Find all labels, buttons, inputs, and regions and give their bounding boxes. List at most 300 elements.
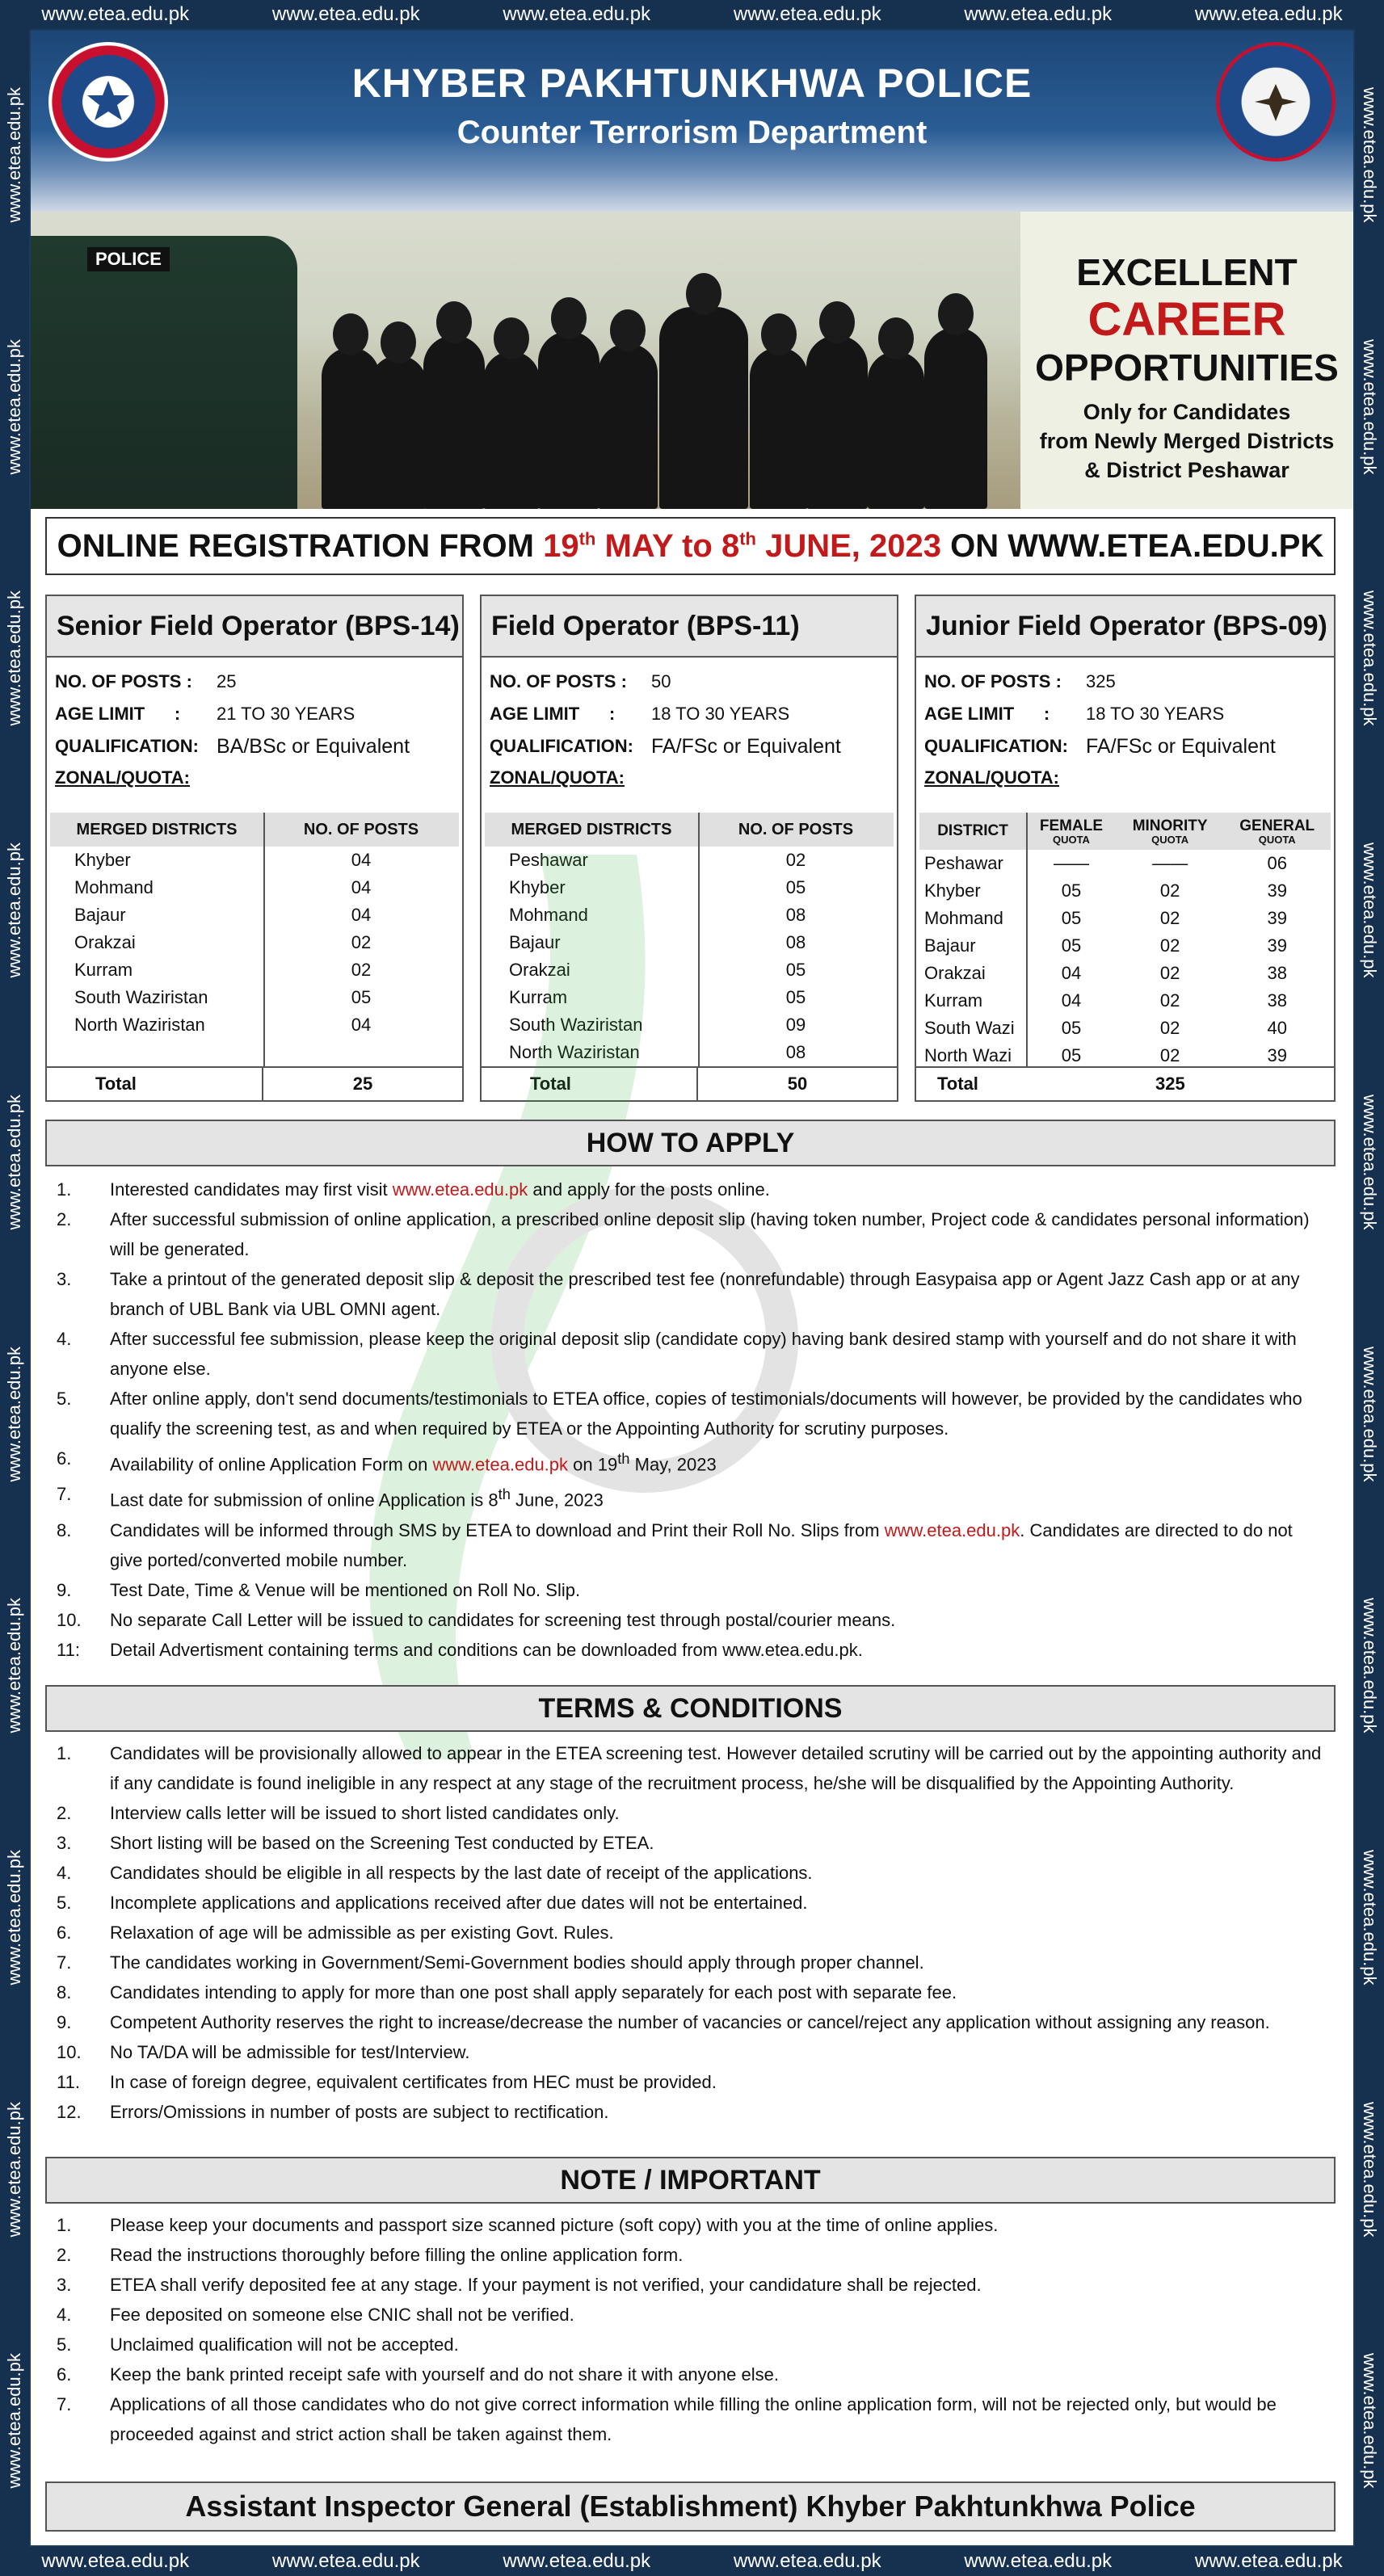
posts-value: 325 [1086, 671, 1116, 691]
registration-dates [45, 517, 1336, 575]
zonal-quota-label: ZONAL/QUOTA: [490, 767, 625, 788]
list-item-text [110, 1635, 1336, 1665]
list-item [45, 1479, 1336, 1515]
list-item-number: 11. [57, 2072, 80, 2092]
district-cell: North Waziristan [74, 1015, 205, 1035]
text-segment: June, 2023 [510, 1490, 604, 1511]
table-row [50, 901, 459, 929]
list-item-text [110, 1384, 1336, 1443]
advertisement-page [31, 31, 1353, 2545]
text-segment: Last date for submission of online Application is 8 [110, 1490, 498, 1511]
list-item-number: 2. [57, 1209, 72, 1229]
terms-list [45, 1738, 1336, 2127]
watermark-text: www.etea.edu.pk [4, 1094, 24, 1230]
table-row [50, 874, 459, 901]
qualification-value: FA/FSc or Equivalent [651, 734, 841, 758]
district-cell: South Waziristan [509, 1015, 643, 1035]
list-item-text [110, 1888, 1336, 1918]
posts-cell: 08 [785, 905, 806, 925]
eagle-icon [1251, 78, 1300, 126]
table-row [50, 984, 459, 1011]
general-quota-cell: 39 [1267, 1045, 1287, 1065]
table-row [485, 929, 894, 956]
list-item-text [110, 1515, 1336, 1575]
total-value: 25 [352, 1074, 373, 1094]
text-segment: Errors/Omissions in number of posts are subject to rectification. [110, 2102, 609, 2122]
post-title: Senior Field Operator (BPS-14) [47, 596, 462, 658]
text-segment: Incomplete applications and applications received after due dates will not be entertained. [110, 1893, 808, 1913]
list-item-number: 5. [57, 2334, 72, 2355]
list-item-number: 6. [57, 2364, 72, 2385]
etea-link: www.etea.edu.pk [432, 1454, 569, 1475]
frame-left-watermark [0, 29, 29, 2547]
post-info [916, 658, 1334, 788]
list-item-number: 1. [57, 2215, 72, 2235]
table-row [485, 1039, 894, 1066]
column-header: MINORITY QUOTA [1117, 813, 1224, 850]
qualification-label: QUALIFICATION: [490, 736, 634, 756]
column-header: GENERAL QUOTA [1223, 813, 1331, 850]
list-item [45, 2389, 1336, 2449]
list-item [45, 1605, 1336, 1635]
watermark-text: www.etea.edu.pk [1360, 87, 1380, 223]
general-quota-cell: 38 [1267, 963, 1287, 983]
list-item-number: 3. [57, 1269, 72, 1289]
note-list [45, 2210, 1336, 2449]
text-segment: Please keep your documents and passport size scanned picture (soft copy) with you at the time of online applies. [110, 2215, 999, 2235]
column-header: DISTRICT [919, 813, 1026, 850]
note-heading: NOTE / IMPORTANT [45, 2157, 1336, 2204]
list-item [45, 2330, 1336, 2360]
district-cell: Mohmand [74, 877, 154, 897]
text-segment: Interested candidates may first visit [110, 1179, 393, 1200]
list-item [45, 2067, 1336, 2097]
district-cell: North Wazi [924, 1045, 1012, 1065]
watermark-text: www.etea.edu.pk [733, 3, 881, 25]
list-item-number: 9. [57, 1579, 72, 1600]
eligibility-line: from Newly Merged Districts [1039, 429, 1335, 453]
text-segment: Relaxation of age will be admissible as per existing Govt. Rules. [110, 1923, 614, 1943]
list-item [45, 1977, 1336, 2007]
list-item-text [110, 1443, 1336, 1479]
text-segment: Candidates will be informed through SMS by ETEA to download and Print their Roll No. Slips from [110, 1519, 885, 1540]
text-segment: ETEA shall verify deposited fee at any stage. If your payment is not verified, your candidature shall be rejected. [110, 2275, 982, 2295]
list-item-number: 4. [57, 1329, 72, 1349]
list-item [45, 1175, 1336, 1204]
total-row [916, 1066, 1334, 1100]
list-item [45, 2240, 1336, 2270]
list-item-number: 1. [57, 1743, 72, 1763]
female-quota-cell: 05 [1061, 935, 1082, 956]
list-item-text [110, 1175, 1336, 1204]
posts-cell: 02 [351, 932, 372, 952]
text-segment: . Candidates are directed to do not give ported/converted mobile number. [110, 1519, 1293, 1570]
officer-figure [370, 355, 427, 509]
list-item-text [110, 2007, 1336, 2037]
watermark-text: www.etea.edu.pk [1360, 843, 1380, 978]
list-item-text [110, 1738, 1336, 1798]
watermark-text: www.etea.edu.pk [964, 3, 1113, 25]
general-quota-cell: 38 [1267, 990, 1287, 1011]
watermark-text: www.etea.edu.pk [964, 2550, 1113, 2572]
list-item-text [110, 2240, 1336, 2270]
female-quota-cell: —— [1053, 853, 1089, 873]
total-label: Total [47, 1068, 263, 1100]
column-header: FEMALE QUOTA [1026, 813, 1117, 850]
district-cell: South Wazi [924, 1018, 1015, 1038]
officer-figure [538, 331, 599, 509]
female-quota-cell: 05 [1061, 1018, 1082, 1038]
table-row [919, 987, 1331, 1015]
text-segment: Detail Advertisment containing terms and conditions can be downloaded from www.etea.edu.pk. [110, 1639, 863, 1660]
female-quota-cell: 05 [1061, 880, 1082, 901]
police-vehicle [31, 236, 297, 509]
quota-table [919, 813, 1331, 1069]
ordinal-suffix: th [617, 1450, 630, 1467]
post-junior-field-operator [915, 595, 1336, 1102]
list-item-text [110, 2300, 1336, 2330]
list-item-text [110, 1798, 1336, 1828]
list-item [45, 2300, 1336, 2330]
posts-cell: 08 [785, 932, 806, 952]
table-row [50, 1011, 459, 1039]
watermark-text: www.etea.edu.pk [1360, 2101, 1380, 2238]
district-cell: Kurram [924, 990, 983, 1011]
posts-label: NO. OF POSTS : [490, 671, 627, 691]
terms-heading: TERMS & CONDITIONS [45, 1685, 1336, 1732]
list-item [45, 1443, 1336, 1479]
female-quota-cell: 05 [1061, 908, 1082, 928]
posts-cell: 04 [351, 1015, 372, 1035]
list-item-number: 6. [57, 1448, 72, 1469]
district-cell: Khyber [74, 850, 131, 870]
list-item [45, 1515, 1336, 1575]
list-item [45, 1384, 1336, 1443]
list-item-text [110, 1948, 1336, 1977]
posts-cell: 04 [351, 877, 372, 897]
post-field-operator [480, 595, 898, 1102]
list-item-text [110, 2037, 1336, 2067]
table-row [50, 956, 459, 984]
column-header: MERGED DISTRICTS [485, 813, 698, 847]
list-item-number: 3. [57, 1833, 72, 1853]
list-item [45, 1264, 1336, 1324]
watermark-text: www.etea.edu.pk [271, 3, 420, 25]
list-item-number: 6. [57, 1923, 72, 1943]
text-segment: In case of foreign degree, equivalent certificates from HEC must be provided. [110, 2072, 717, 2092]
posts-cell: 05 [785, 960, 806, 980]
district-cell: North Waziristan [509, 1042, 640, 1062]
general-quota-cell: 06 [1267, 853, 1287, 873]
header [31, 31, 1353, 212]
text-segment: Unclaimed qualification will not be accepted. [110, 2334, 459, 2355]
header-title: KHYBER PAKHTUNKHWA POLICE [351, 61, 1033, 106]
posts-cell: 04 [351, 905, 372, 925]
district-cell: Khyber [509, 877, 566, 897]
district-cell: Peshawar [509, 850, 588, 870]
age-label: AGE LIMIT : [490, 704, 616, 724]
list-item-number: 4. [57, 1863, 72, 1883]
table-row [50, 847, 459, 874]
zonal-quota-label: ZONAL/QUOTA: [924, 767, 1060, 788]
minority-quota-cell: 02 [1159, 935, 1180, 956]
list-item [45, 2360, 1336, 2389]
watermark-text: www.etea.edu.pk [4, 1346, 24, 1482]
list-item [45, 2097, 1336, 2127]
list-item-number: 2. [57, 1803, 72, 1823]
table-row [919, 905, 1331, 932]
text-segment: After successful fee submission, please keep the original deposit slip (candidate copy) having bank desired stamp with yourself and do not share it with anyone else. [110, 1329, 1297, 1379]
post-title: Field Operator (BPS-11) [482, 596, 897, 658]
table-divider [263, 813, 265, 1068]
list-item-number: 10. [57, 1609, 82, 1630]
watermark-text: www.etea.edu.pk [1194, 2550, 1343, 2572]
list-item-number: 7. [57, 1952, 72, 1973]
age-value: 18 TO 30 YEARS [651, 704, 790, 724]
list-item-text [110, 2330, 1336, 2360]
text-segment: on 19 [568, 1454, 618, 1475]
list-item [45, 1918, 1336, 1948]
posts-cell: 05 [351, 987, 372, 1007]
etea-link: www.etea.edu.pk [884, 1519, 1020, 1540]
list-item-number: 5. [57, 1389, 72, 1409]
list-item-text [110, 1918, 1336, 1948]
table-row [485, 1011, 894, 1039]
total-value: 50 [787, 1074, 808, 1094]
watermark-text: www.etea.edu.pk [1360, 1849, 1380, 1986]
district-cell: Orakzai [74, 932, 136, 952]
list-item [45, 2037, 1336, 2067]
officer-figure [806, 335, 868, 509]
table-row [485, 956, 894, 984]
frame-right-watermark [1355, 29, 1384, 2547]
text-segment: The candidates working in Government/Semi-Government bodies should apply through proper channel. [110, 1952, 924, 1973]
total-label: Total [937, 1074, 978, 1094]
female-quota-cell: 04 [1061, 990, 1082, 1011]
watermark-text: www.etea.edu.pk [503, 2550, 651, 2572]
post-info [47, 658, 462, 788]
watermark-text: www.etea.edu.pk [1194, 3, 1343, 25]
how-to-apply-list [45, 1175, 1336, 1665]
list-item-number: 8. [57, 1519, 72, 1540]
text-segment: Candidates intending to apply for more than one post shall apply separately for each post with separate fee. [110, 1982, 957, 2002]
district-cell: Peshawar [924, 853, 1003, 873]
general-quota-cell: 39 [1267, 935, 1287, 956]
total-label: Total [482, 1068, 698, 1100]
general-quota-cell: 40 [1267, 1018, 1287, 1038]
watermark-text: www.etea.edu.pk [1360, 1598, 1380, 1733]
watermark-text: www.etea.edu.pk [41, 2550, 190, 2572]
list-item [45, 1798, 1336, 1828]
total-row [482, 1066, 897, 1100]
text-segment: No TA/DA will be admissible for test/Interview. [110, 2042, 470, 2062]
list-item-number: 7. [57, 1484, 72, 1505]
female-quota-cell: 05 [1061, 1045, 1082, 1065]
ctd-logo [1216, 42, 1336, 162]
table-row [485, 847, 894, 874]
list-item-number: 1. [57, 1179, 72, 1200]
text-segment: May, 2023 [629, 1454, 717, 1475]
district-cell: Kurram [74, 960, 133, 980]
district-cell: Orakzai [924, 963, 986, 983]
ordinal-suffix: th [498, 1486, 511, 1503]
posts-cell: 02 [785, 850, 806, 870]
posts-cell: 05 [785, 877, 806, 897]
list-item-number: 11: [57, 1639, 80, 1660]
table-row [485, 984, 894, 1011]
list-item-text [110, 2067, 1336, 2097]
text-segment: Availability of online Application Form on [110, 1454, 433, 1475]
list-item-number: 3. [57, 2275, 72, 2295]
list-item-text [110, 1479, 1336, 1515]
text-segment: Competent Authority reserves the right to increase/decrease the number of vacancies or cancel/reject any application without assigning any reason. [110, 2012, 1270, 2032]
footer-authority: Assistant Inspector General (Establishment) Khyber Pakhtunkhwa Police [45, 2481, 1336, 2532]
posts-cell: 05 [785, 987, 806, 1007]
qualification-value: BA/BSc or Equivalent [217, 734, 410, 758]
officer-figure [423, 335, 485, 509]
watermark-text: www.etea.edu.pk [4, 843, 24, 978]
district-cell: Orakzai [509, 960, 570, 980]
list-item-number: 9. [57, 2012, 72, 2032]
qualification-label: QUALIFICATION: [924, 736, 1069, 756]
list-item-text [110, 2097, 1336, 2127]
registration-from-date: 19th MAY to 8th JUNE, 2023 [543, 527, 942, 564]
district-cell: Kurram [509, 987, 568, 1007]
list-item [45, 1858, 1336, 1888]
table-divider [1026, 813, 1028, 1068]
watermark-text: www.etea.edu.pk [1360, 590, 1380, 726]
age-label: AGE LIMIT : [55, 704, 181, 724]
list-item [45, 2007, 1336, 2037]
list-item [45, 1948, 1336, 1977]
minority-quota-cell: 02 [1159, 880, 1180, 901]
watermark-text: www.etea.edu.pk [271, 2550, 420, 2572]
list-item [45, 1575, 1336, 1605]
watermark-text: www.etea.edu.pk [4, 590, 24, 726]
post-title: Junior Field Operator (BPS-09) [916, 596, 1334, 658]
quota-table [485, 813, 894, 1066]
watermark-text: www.etea.edu.pk [4, 2353, 24, 2489]
list-item-number: 8. [57, 1982, 72, 2002]
officer-figure [868, 351, 924, 509]
list-item-text [110, 1977, 1336, 2007]
list-item-number: 5. [57, 1893, 72, 1913]
list-item [45, 1204, 1336, 1264]
table-divider [698, 813, 700, 1068]
watermark-text: www.etea.edu.pk [4, 1598, 24, 1733]
list-item [45, 1635, 1336, 1665]
posts-cell: 04 [351, 850, 372, 870]
list-item [45, 2210, 1336, 2240]
list-item-text [110, 2360, 1336, 2389]
career-line-excellent: EXCELLENT [1076, 251, 1298, 293]
text-segment: After online apply, don't send documents/testimonials to ETEA office, copies of testimonials/documents will however, be provided by the candidates who qualify the screening test, as and when required by ETEA or the Appointing Authority for scrutiny purposes. [110, 1389, 1302, 1439]
age-label: AGE LIMIT : [924, 704, 1050, 724]
text-segment: After successful submission of online application, a prescribed online deposit slip (having token number, Project code & candidates personal information) will be generated. [110, 1209, 1310, 1259]
registration-prefix: ONLINE REGISTRATION FROM [57, 527, 544, 564]
table-row [919, 1015, 1331, 1042]
list-item-text [110, 1858, 1336, 1888]
female-quota-cell: 04 [1061, 963, 1082, 983]
text-segment: Candidates should be eligible in all respects by the last date of receipt of the applications. [110, 1863, 813, 1883]
qualification-label: QUALIFICATION: [55, 736, 200, 756]
list-item-text [110, 1204, 1336, 1264]
zonal-quota-label: ZONAL/QUOTA: [55, 767, 191, 788]
posts-value: 50 [651, 671, 671, 691]
career-eligibility [1020, 397, 1353, 485]
text-segment: Read the instructions thoroughly before filling the online application form. [110, 2245, 684, 2265]
text-segment: Interview calls letter will be issued to short listed candidates only. [110, 1803, 620, 1823]
minority-quota-cell: —— [1152, 853, 1188, 873]
list-item-text [110, 2210, 1336, 2240]
district-cell: Khyber [924, 880, 981, 901]
eligibility-line: & District Peshawar [1084, 458, 1289, 482]
minority-quota-cell: 02 [1159, 1018, 1180, 1038]
list-item [45, 1324, 1336, 1384]
police-vehicle-label: POLICE [87, 247, 170, 271]
district-cell: Mohmand [509, 905, 588, 925]
column-header: NO. OF POSTS [698, 813, 894, 847]
list-item-text [110, 2270, 1336, 2300]
text-segment: Applications of all those candidates who do not give correct information while filling the online application form, will not be rejected only, but would be proceeded against and strict action shall be taken against them. [110, 2394, 1277, 2444]
watermark-text: www.etea.edu.pk [4, 2101, 24, 2238]
list-item-text [110, 1324, 1336, 1384]
total-value: 325 [1155, 1074, 1185, 1094]
text-segment: Candidates will be provisionally allowed to appear in the ETEA screening test. However detailed scrutiny will be carried out by the appointing authority and if any candidate is found ineligible in any respect at any stage of the recruitment process, he/she will be disqualified by the Appointing Authority. [110, 1743, 1322, 1793]
list-item-text [110, 1605, 1336, 1635]
officer-figure [659, 307, 748, 509]
district-cell: Bajaur [509, 932, 561, 952]
posts-value: 25 [217, 671, 237, 691]
district-cell: Bajaur [74, 905, 126, 925]
text-segment: Fee deposited on someone else CNIC shall not be verified. [110, 2305, 574, 2325]
how-to-apply-heading: HOW TO APPLY [45, 1120, 1336, 1166]
watermark-text: www.etea.edu.pk [1360, 1094, 1380, 1230]
career-line-career: CAREER [1087, 293, 1286, 346]
banner [31, 212, 1353, 509]
list-item-text [110, 1828, 1336, 1858]
list-item-number: 12. [57, 2102, 82, 2122]
column-header: MERGED DISTRICTS [50, 813, 263, 847]
general-quota-cell: 39 [1267, 880, 1287, 901]
minority-quota-cell: 02 [1159, 990, 1180, 1011]
list-item-number: 4. [57, 2305, 72, 2325]
watermark-text: www.etea.edu.pk [1360, 2353, 1380, 2489]
watermark-text: www.etea.edu.pk [4, 1849, 24, 1986]
table-row [919, 877, 1331, 905]
district-cell: Mohmand [924, 908, 1003, 928]
header-subtitle: Counter Terrorism Department [456, 115, 928, 150]
minority-quota-cell: 02 [1159, 908, 1180, 928]
officer-figure [483, 351, 540, 509]
qualification-value: FA/FSc or Equivalent [1086, 734, 1276, 758]
watermark-text: www.etea.edu.pk [4, 87, 24, 223]
table-row [485, 874, 894, 901]
quota-table [50, 813, 459, 1039]
posts-cell: 08 [785, 1042, 806, 1062]
watermark-text: www.etea.edu.pk [503, 3, 651, 25]
posts-cell: 09 [785, 1015, 806, 1035]
table-row [485, 901, 894, 929]
column-header: NO. OF POSTS [263, 813, 459, 847]
text-segment: No separate Call Letter will be issued to candidates for screening test through postal/courier means. [110, 1609, 896, 1630]
list-item [45, 2270, 1336, 2300]
table-row [919, 850, 1331, 877]
post-senior-field-operator [45, 595, 464, 1102]
table-row [919, 960, 1331, 987]
general-quota-cell: 39 [1267, 908, 1287, 928]
frame-bottom-watermark [0, 2547, 1384, 2576]
